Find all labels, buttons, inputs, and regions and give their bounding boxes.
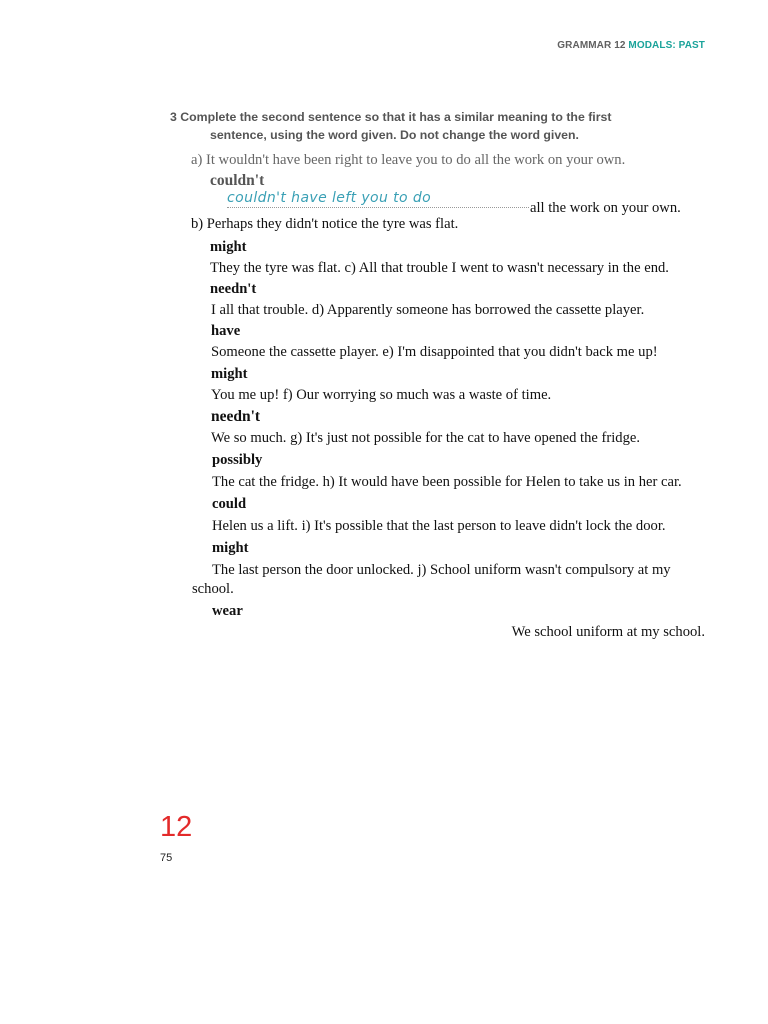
line-b-c: They the tyre was flat. c) All that trouble I went to wasn't necessary in the end. [210,260,669,276]
exercise-instruction [170,108,670,144]
item-f-keyword: needn't [211,408,261,425]
item-c-keyword: needn't [210,281,257,297]
item-h-keyword: could [212,496,247,512]
line-i-j: The last person the door unlocked. j) School uniform wasn't compulsory at my [212,562,671,578]
item-i-keyword: might [212,540,249,556]
line-d-e: Someone the cassette player. e) I'm disappointed that you didn't back me up! [211,344,658,360]
line-g-h: The cat the fridge. h) It would have been possible for Helen to take us in her car. [212,474,682,490]
item-a-handwritten-answer[interactable]: couldn't have left you to do [227,190,432,206]
item-b-sentence: b) Perhaps they didn't notice the tyre was flat. [191,216,459,232]
item-a-end: all the work on your own. [530,200,681,216]
page-number: 75 [160,852,173,864]
item-j-keyword: wear [212,603,243,619]
item-b-keyword: might [210,239,247,255]
item-a-keyword: couldn't [210,172,265,189]
item-a-sentence: a) It wouldn't have been right to leave you to do all the work on your own. [191,152,626,168]
instruction-line-2: sentence, using the word given. Do not change the word given. [210,128,579,142]
answer-dotted-line [227,207,529,208]
instruction-line-1: 3 Complete the second sentence so that it has a similar meaning to the first [170,110,612,124]
item-d-keyword: have [211,323,241,339]
line-i-j-continued: school. [192,581,234,597]
unit-number: 12 [160,811,193,843]
line-j-end: We school uniform at my school. [511,624,705,640]
item-g-keyword: possibly [212,452,263,468]
line-h-i: Helen us a lift. i) It's possible that the last person to leave didn't lock the door. [212,518,666,534]
header-section: GRAMMAR 12 [557,40,626,51]
header-topic: MODALS: PAST [628,40,705,51]
line-c-d: I all that trouble. d) Apparently someone has borrowed the cassette player. [211,302,645,318]
line-f-g: We so much. g) It's just not possible for the cat to have opened the fridge. [211,430,641,446]
line-e-f: You me up! f) Our worrying so much was a waste of time. [211,387,552,403]
running-header [557,40,705,51]
item-e-keyword: might [211,366,248,382]
